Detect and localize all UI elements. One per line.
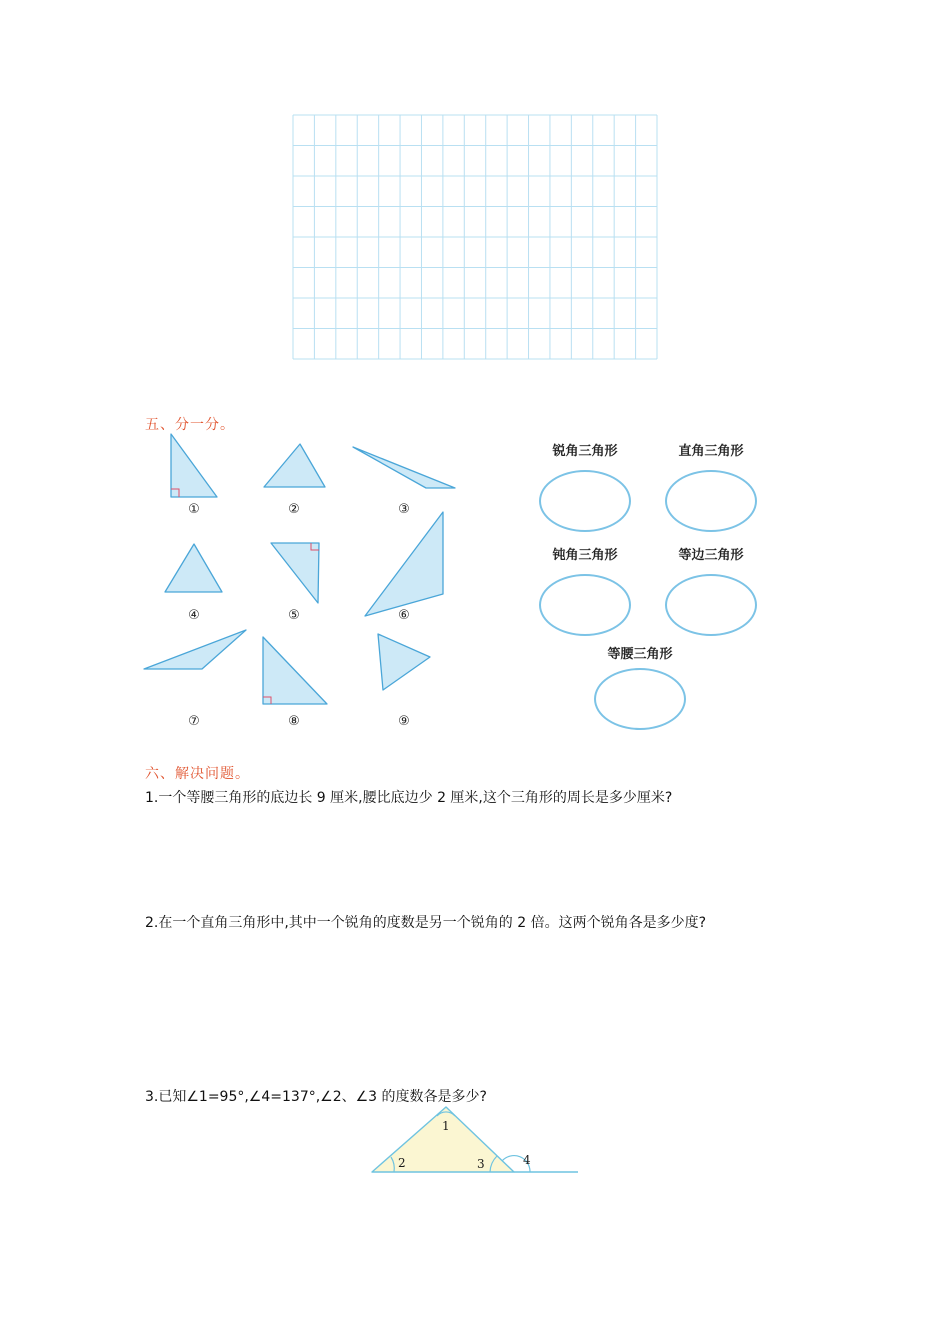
triangle-number-4: ④ — [188, 608, 200, 623]
triangle-number-8: ⑧ — [288, 714, 300, 729]
category-label-obtuse: 钝角三角形 — [552, 548, 618, 563]
figure-label-2: 2 — [398, 1156, 406, 1170]
section-6-title: 六、解决问题。 — [145, 766, 250, 782]
question-2: 2.在一个直角三角形中,其中一个锐角的度数是另一个锐角的 2 倍。这两个锐角各是多少度? — [145, 915, 707, 931]
figure-label-4: 4 — [523, 1153, 531, 1167]
triangle-number-3: ③ — [398, 502, 410, 517]
question-1: 1.一个等腰三角形的底边长 9 厘米,腰比底边少 2 厘米,这个三角形的周长是多少厘米? — [145, 790, 673, 806]
category-label-equilateral: 等边三角形 — [678, 548, 744, 563]
category-label-acute: 锐角三角形 — [552, 444, 618, 459]
category-label-right: 直角三角形 — [678, 444, 744, 459]
triangle-number-5: ⑤ — [288, 608, 300, 623]
figure-label-3: 3 — [477, 1157, 485, 1171]
triangle-number-9: ⑨ — [398, 714, 410, 729]
section-5-title: 五、分一分。 — [145, 417, 235, 433]
triangle-number-7: ⑦ — [188, 714, 200, 729]
figure-label-1: 1 — [442, 1119, 450, 1133]
triangle-number-6: ⑥ — [398, 608, 410, 623]
category-label-isosceles: 等腰三角形 — [607, 647, 673, 662]
triangle-number-2: ② — [288, 502, 300, 517]
question-3: 3.已知∠1=95°,∠4=137°,∠2、∠3 的度数各是多少? — [145, 1089, 487, 1105]
triangle-number-1: ① — [188, 502, 200, 517]
